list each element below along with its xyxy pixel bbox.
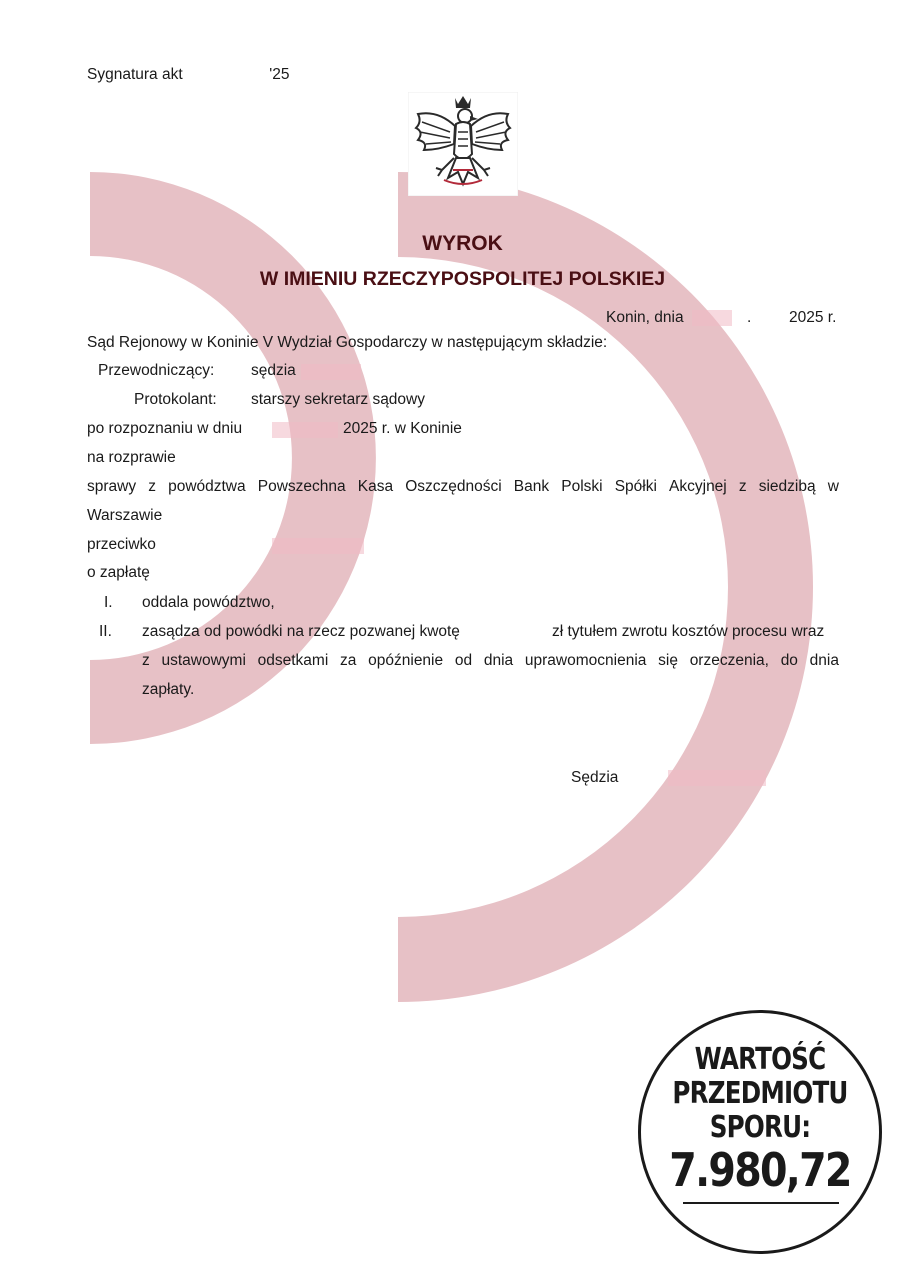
case-number-label: Sygnatura akt <box>87 66 183 83</box>
judgment-subtitle: W IMIENIU RZECZYPOSPOLITEJ POLSKIEJ <box>259 268 666 290</box>
word: Spółki <box>614 478 657 495</box>
hearing-date-suffix: 2025 r. w Koninie <box>343 420 462 437</box>
word: Oszczędności <box>405 478 502 495</box>
ruling-2-text-b: zł tytułem zwrotu kosztów procesu wraz <box>552 623 825 640</box>
redaction-defendant <box>272 538 364 554</box>
word: uprawomocnienia <box>524 652 647 669</box>
word: Polski <box>561 478 603 495</box>
word: opóźnienie <box>368 652 444 669</box>
badge-underline <box>683 1202 839 1204</box>
ruling-2-line-2 <box>142 653 839 669</box>
judgment-title: WYROK <box>422 232 503 255</box>
case-number <box>87 67 289 83</box>
ruling-2-text-a: zasądza od powódki na rzecz pozwanej kwotę <box>142 623 460 640</box>
clerk-value: starszy sekretarz sądowy <box>251 391 425 408</box>
presiding-label: Przewodniczący: <box>98 362 215 379</box>
word: z <box>142 652 150 669</box>
case-number-suffix: '25 <box>269 66 290 83</box>
redaction-date <box>692 310 732 326</box>
word: ustawowymi <box>161 652 246 669</box>
word: sprawy <box>87 478 137 495</box>
ruling-1-number: I. <box>104 594 113 611</box>
clerk-label: Protokolant: <box>134 391 217 408</box>
word: Powszechna <box>257 478 346 495</box>
place-date-year: 2025 r. <box>789 309 837 326</box>
badge-amount: 7.980,72 <box>669 1143 851 1197</box>
signature-label: Sędzia <box>571 769 619 786</box>
place-date-dot: . <box>747 309 752 326</box>
badge-line-1: WARTOŚĆ <box>694 1042 826 1077</box>
word: dnia <box>483 652 514 669</box>
word: odsetkami <box>257 652 329 669</box>
word: dnia <box>809 652 839 669</box>
badge-line-2: PRZEDMIOTU <box>672 1076 848 1111</box>
word: orzeczenia, <box>689 652 769 669</box>
word: siedzibą <box>758 478 816 495</box>
polish-eagle-emblem-icon <box>408 92 518 196</box>
case-line-2: Warszawie <box>87 507 163 524</box>
presiding-value: sędzia <box>251 362 296 379</box>
badge-line-3: SPORU: <box>709 1110 811 1145</box>
place-date-city: Konin, dnia <box>606 309 684 326</box>
case-line-1 <box>87 479 839 495</box>
ruling-2-number: II. <box>99 623 112 640</box>
redaction-judge-name <box>301 364 361 380</box>
word: do <box>780 652 798 669</box>
word: Bank <box>513 478 550 495</box>
hearing-type: na rozprawie <box>87 449 176 466</box>
against-label: przeciwko <box>87 536 156 553</box>
word: za <box>340 652 357 669</box>
redaction-hearing-date <box>272 422 338 438</box>
court-composition: Sąd Rejonowy w Koninie V Wydział Gospodarczy w następującym składzie: <box>87 334 608 351</box>
ruling-1-text: oddala powództwo, <box>142 594 275 611</box>
case-subject: o zapłatę <box>87 564 150 581</box>
word: Akcyjnej <box>669 478 727 495</box>
dispute-value-badge <box>638 1010 882 1254</box>
word: z <box>148 478 156 495</box>
word: w <box>827 478 839 495</box>
word: od <box>454 652 473 669</box>
word: się <box>658 652 678 669</box>
word: z <box>738 478 747 495</box>
redaction-signature <box>668 770 766 786</box>
word: powództwa <box>168 478 246 495</box>
word: Kasa <box>357 478 394 495</box>
ruling-2-line-3: zapłaty. <box>142 681 195 698</box>
hearing-date-prefix: po rozpoznaniu w dniu <box>87 420 243 437</box>
